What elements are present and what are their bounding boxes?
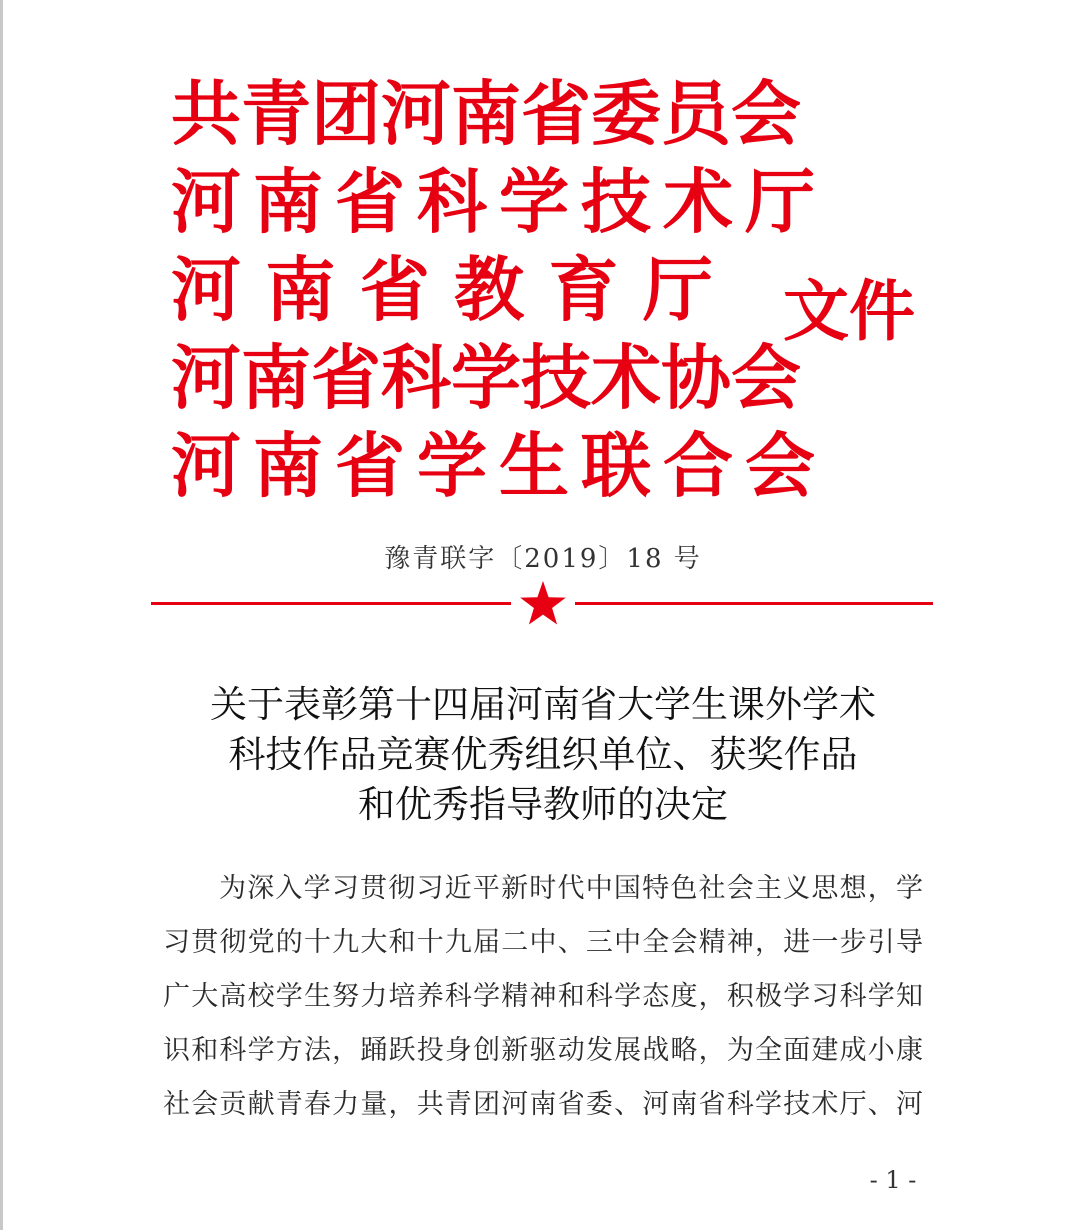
red-separator-line-right: [575, 602, 933, 605]
body-line: 为深入学习贯彻习近平新时代中国特色社会主义思想，学: [219, 873, 923, 904]
issuing-organizations: [171, 70, 827, 510]
issuer-line: 河南省学生联合会: [171, 425, 827, 507]
body-line: 社会贡献青春力量，共青团河南省委、河南省科学技术厅、河: [163, 1089, 923, 1120]
title-line: 科技作品竞赛优秀组织单位、获奖作品: [228, 733, 858, 776]
red-star-icon: [519, 580, 567, 626]
document-title: [103, 680, 983, 830]
title-line: 关于表彰第十四届河南省大学生课外学术: [210, 683, 876, 726]
page-number: - 1 -: [869, 1166, 917, 1194]
document-type-label: 文件: [783, 273, 915, 350]
issuer-line: 共青团河南省委员会: [171, 73, 801, 155]
body-line: 识和科学方法，踊跃投身创新驱动发展战略，为全面建成小康: [163, 1035, 923, 1066]
issuer-line: 河南省科学技术协会: [171, 337, 801, 419]
title-line: 和优秀指导教师的决定: [358, 783, 728, 826]
body-line: 习贯彻党的十九大和十九届二中、三中全会精神，进一步引导: [163, 927, 923, 958]
document-number: 豫青联字〔2019〕18 号: [384, 544, 702, 574]
body-line: 广大高校学生努力培养科学精神和科学态度，积极学习科学知: [163, 981, 923, 1012]
document-body: [163, 862, 923, 1132]
issuer-line: 河南省科学技术厅: [171, 161, 827, 243]
issuer-line: 河 南 省 教 育 厅: [171, 249, 713, 331]
red-separator-line-left: [151, 602, 511, 605]
